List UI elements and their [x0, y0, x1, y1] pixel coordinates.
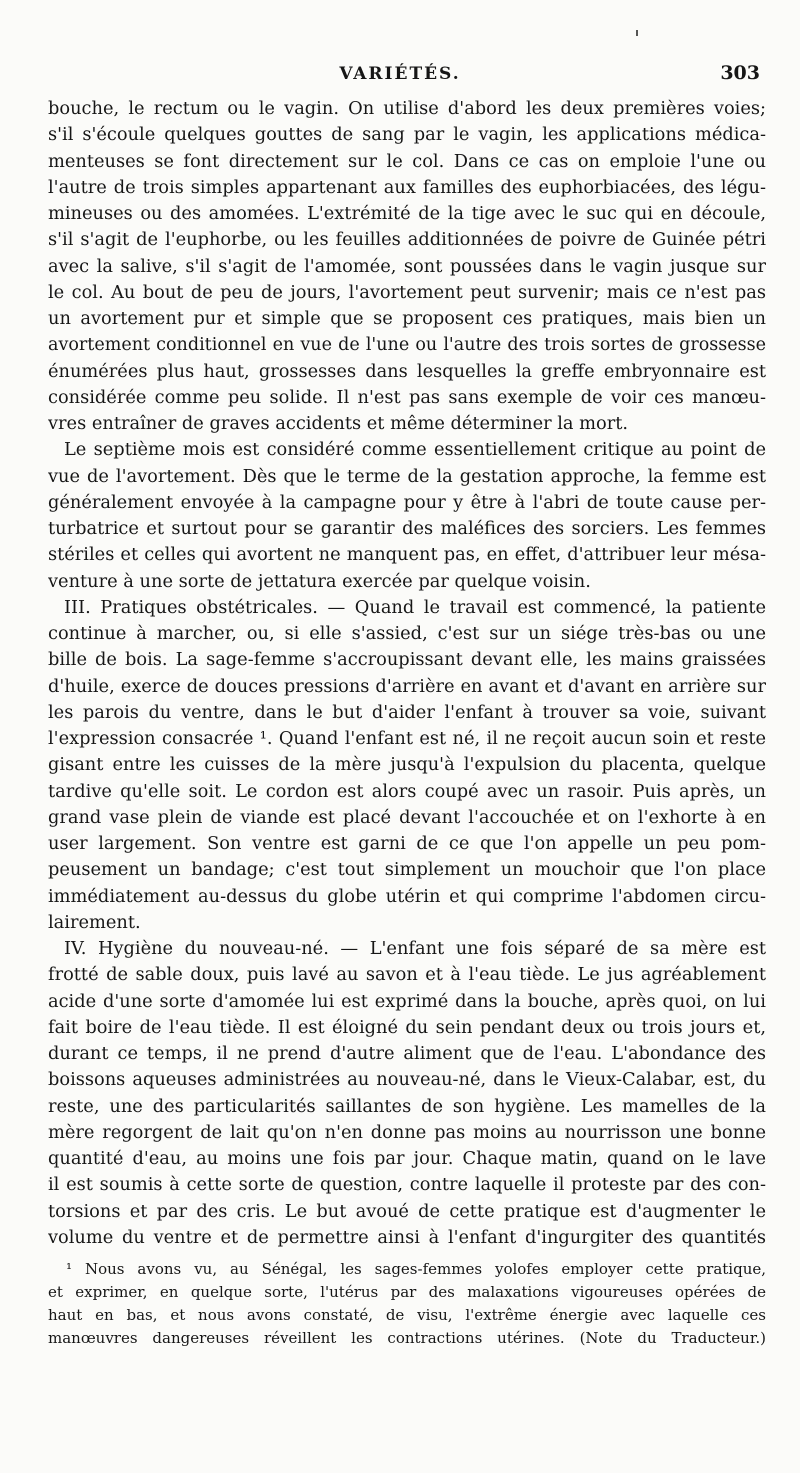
footnote-line: manœuvres dangereuses réveillent les contractions utérines. (Note du Traducteur.): [48, 1329, 766, 1347]
text-line: stériles et celles qui avortent ne manquent pas, en effet, d'attribuer leur mésa-: [48, 544, 766, 566]
text-line: vres entraîner de graves accidents et même déterminer la mort.: [48, 413, 629, 434]
text-line: quantité d'eau, au moins une fois par jour. Chaque matin, quand on le lave: [48, 1148, 766, 1169]
footnotes: [48, 1258, 766, 1350]
text-line: turbatrice et surtout pour se garantir des maléfices des sorciers. Les femmes: [48, 518, 766, 539]
text-line: énumérées plus haut, grossesses dans lesquelles la greffe embryonnaire est: [48, 360, 766, 382]
text-line: continue à marcher, ou, si elle s'assied, c'est sur un siége très-bas ou une: [48, 623, 766, 644]
text-line: vue de l'avortement. Dès que le terme de la gestation approche, la femme est: [48, 465, 766, 487]
text-line: d'huile, exerce de douces pressions d'arrière en avant et d'avant en arrière sur: [48, 675, 766, 697]
text-line: Le septième mois est considéré comme essentiellement critique au point de: [64, 439, 766, 461]
text-line: menteuses se font directement sur le col. Dans ce cas on emploie l'une ou: [48, 150, 766, 172]
text-line: grand vase plein de viande est placé devant l'accouchée et on l'exhorte à en: [48, 806, 766, 828]
body-text: [48, 96, 766, 1251]
text-line: boissons aqueuses administrées au nouveau-né, dans le Vieux-Calabar, est, du: [48, 1069, 766, 1091]
text-line: gisant entre les cuisses de la mère jusqu'à l'expulsion du placenta, quelque: [48, 754, 766, 776]
text-line: lairement.: [48, 911, 141, 933]
text-line: s'il s'agit de l'euphorbe, ou les feuilles additionnées de poivre de Guinée pétri: [48, 229, 766, 251]
text-line: peusement un bandage; c'est tout simplement un mouchoir que l'on place: [48, 859, 766, 881]
text-line: mineuses ou des amomées. L'extrémité de la tige avec le suc qui en découle,: [48, 203, 766, 224]
text-line: bille de bois. La sage-femme s'accroupissant devant elle, les mains graissées: [48, 649, 766, 671]
text-line: reste, une des particularités saillantes de son hygiène. Les mamelles de la: [48, 1095, 766, 1117]
text-line: le col. Au bout de peu de jours, l'avortement peut survenir; mais ce n'est pas: [48, 281, 766, 303]
text-line: les parois du ventre, dans le but d'aider l'enfant à trouver sa voie, suivant: [48, 701, 766, 723]
text-line: il est soumis à cette sorte de question, contre laquelle il proteste par des con-: [48, 1174, 766, 1196]
text-line: avortement conditionnel en vue de l'une ou l'autre des trois sortes de grossesse: [48, 335, 766, 356]
section-heading-line: IV. Hygiène du nouveau-né. — L'enfant une fois séparé de sa mère est: [64, 938, 766, 959]
text-line: l'expression consacrée ¹. Quand l'enfant est né, il ne reçoit aucun soin et reste: [48, 728, 766, 749]
text-line: un avortement pur et simple que se proposent ces pratiques, mais bien un: [48, 308, 766, 329]
text-line: l'autre de trois simples appartenant aux familles des euphorbiacées, des légu-: [48, 176, 766, 198]
text-line: frotté de sable doux, puis lavé au savon et à l'eau tiède. Le jus agréablement: [48, 964, 766, 986]
text-line: mère regorgent de lait qu'on n'en donne pas moins au nourrisson une bonne: [48, 1121, 766, 1143]
text-line: venture à une sorte de jettatura exercée par quelque voisin.: [48, 570, 591, 592]
text-line: volume du ventre et de permettre ainsi à l'enfant d'ingurgiter des quantités: [48, 1226, 766, 1248]
footnote-line: ¹ Nous avons vu, au Sénégal, les sages-femmes yolofes employer cette pratique,: [66, 1260, 766, 1278]
text-line: fait boire de l'eau tiède. Il est éloigné du sein pendant deux ou trois jours et,: [48, 1016, 766, 1038]
text-line: considérée comme peu solide. Il n'est pas sans exemple de voir ces manœu-: [48, 386, 766, 408]
footnote-line: et exprimer, en quelque sorte, l'utérus par des malaxations vigoureuses opérées de: [48, 1283, 766, 1301]
text-line: tardive qu'elle soit. Le cordon est alors coupé avec un rasoir. Puis après, un: [48, 780, 766, 802]
running-title: VARIÉTÉS.: [339, 64, 461, 84]
page-number: 303: [720, 62, 760, 84]
running-head: [0, 64, 800, 88]
text-line: bouche, le rectum ou le vagin. On utilise d'abord les deux premières voies;: [48, 98, 766, 119]
section-heading-line: III. Pratiques obstétricales. — Quand le travail est commencé, la patiente: [64, 596, 766, 618]
text-line: durant ce temps, il ne prend d'autre aliment que de l'eau. L'abondance des: [48, 1043, 766, 1064]
text-line: user largement. Son ventre est garni de ce que l'on appelle un peu pom-: [48, 833, 766, 854]
text-line: généralement envoyée à la campagne pour y être à l'abri de toute cause per-: [48, 491, 766, 513]
text-line: acide d'une sorte d'amomée lui est exprimé dans la bouche, après quoi, on lui: [48, 990, 766, 1012]
text-line: s'il s'écoule quelques gouttes de sang par le vagin, les applications médica-: [48, 124, 766, 146]
text-line: avec la salive, s'il s'agit de l'amomée, sont poussées dans le vagin jusque sur: [48, 255, 766, 277]
footnote-line: haut en bas, et nous avons constaté, de visu, l'extrême énergie avec laquelle ces: [48, 1306, 766, 1324]
text-line: torsions et par des cris. Le but avoué de cette pratique est d'augmenter le: [48, 1200, 766, 1222]
scan-speck: [636, 30, 638, 36]
text-line: immédiatement au-dessus du globe utérin et qui comprime l'abdomen circu-: [48, 885, 766, 907]
